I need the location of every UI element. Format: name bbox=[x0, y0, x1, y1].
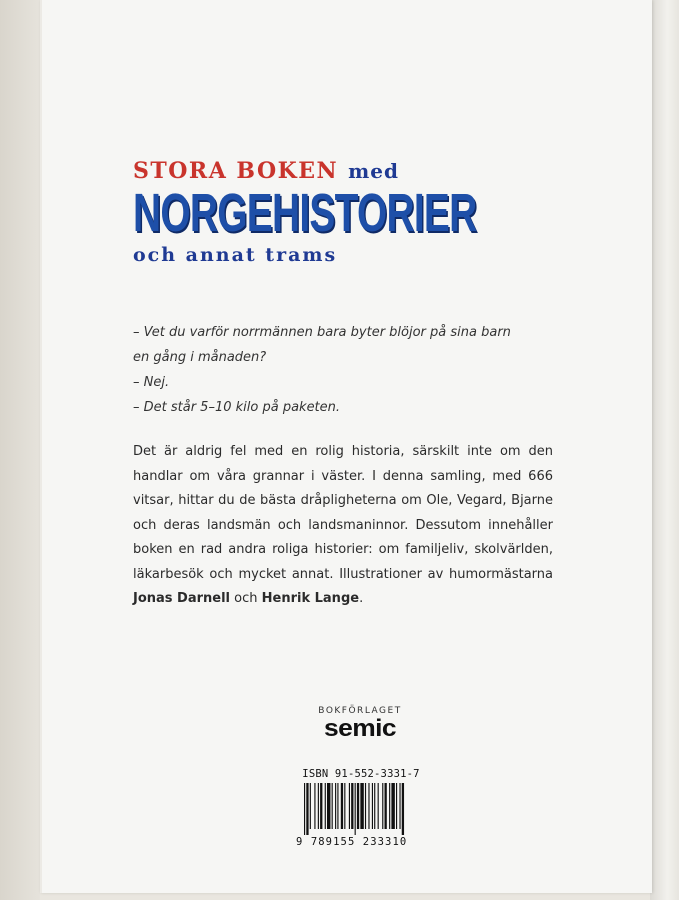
barcode-digits: 9 789155 233310 bbox=[296, 836, 408, 848]
barcode-bar bbox=[391, 783, 394, 829]
barcode-bar bbox=[314, 783, 315, 829]
joke-line: – Vet du varför norrmännen bara byter blöjor på sina barn bbox=[133, 325, 511, 340]
barcode-bar bbox=[357, 783, 359, 829]
barcode-bar bbox=[402, 783, 404, 835]
barcode-bar bbox=[389, 783, 390, 829]
joke-line: – Det står 5–10 kilo på paketen. bbox=[133, 400, 341, 415]
barcode-bar bbox=[378, 783, 379, 829]
barcode-bar bbox=[310, 783, 311, 829]
barcode-bar bbox=[385, 783, 387, 829]
book-title bbox=[133, 158, 553, 266]
description-connector: och bbox=[230, 591, 262, 606]
description-text: Det är aldrig fel med en rolig historia, särskilt inte om den handlar om våra grannar i väster. I denna samling, med 666 vitsar, hittar du de bästa dråpligheterna om Ole, Vegard, Bjarne och deras landsmän och landsmaninnor. Dessutom innehåller boken en rad andra roliga historier: om familjeliv, skolvärlden, läkarbesök och mycket annat. Illustrationer av humormästarna bbox=[133, 444, 553, 582]
barcode-bar bbox=[382, 783, 383, 829]
publisher-label: BOKFÖRLAGET bbox=[318, 706, 402, 716]
joke-excerpt bbox=[133, 320, 553, 420]
barcode bbox=[296, 783, 426, 848]
barcode-bars bbox=[296, 783, 426, 835]
barcode-bar bbox=[337, 783, 338, 829]
barcode-bar bbox=[372, 783, 373, 829]
isbn-barcode bbox=[296, 768, 426, 848]
publisher-logo bbox=[290, 706, 430, 741]
barcode-bar bbox=[344, 783, 345, 829]
barcode-bar bbox=[320, 783, 322, 829]
title-line1 bbox=[133, 158, 553, 184]
barcode-bar bbox=[306, 783, 308, 835]
barcode-bar bbox=[351, 783, 353, 829]
barcode-bar bbox=[332, 783, 333, 829]
barcode-bar bbox=[335, 783, 336, 829]
barcode-bar bbox=[304, 783, 305, 835]
barcode-bar bbox=[368, 783, 369, 829]
barcode-bar bbox=[374, 783, 375, 829]
barcode-bar bbox=[318, 783, 319, 829]
spine-edge bbox=[40, 0, 42, 893]
title-med: med bbox=[348, 159, 399, 183]
joke-line: – Nej. bbox=[133, 375, 170, 390]
background-right bbox=[650, 0, 679, 900]
book-description bbox=[133, 440, 553, 612]
barcode-bar bbox=[349, 783, 350, 829]
barcode-bar bbox=[341, 783, 343, 829]
barcode-bar bbox=[365, 783, 366, 829]
barcode-bar bbox=[360, 783, 363, 829]
background-left bbox=[0, 0, 40, 900]
illustrator-name: Jonas Darnell bbox=[133, 591, 231, 606]
barcode-bar bbox=[325, 783, 326, 829]
barcode-bar bbox=[399, 783, 400, 829]
description-end: . bbox=[359, 591, 364, 606]
title-stora-boken: STORA BOKEN bbox=[133, 158, 339, 184]
barcode-bar bbox=[355, 783, 356, 835]
isbn-number: ISBN 91-552-3331-7 bbox=[302, 768, 420, 780]
illustrator-name: Henrik Lange bbox=[261, 591, 360, 606]
title-main: NORGEHISTORIER bbox=[133, 183, 477, 243]
semic-logo: semic bbox=[323, 715, 397, 742]
joke-line: en gång i månaden? bbox=[133, 350, 267, 365]
title-subtitle: och annat trams bbox=[133, 244, 338, 266]
barcode-bar bbox=[396, 783, 397, 829]
barcode-bar bbox=[327, 783, 330, 829]
